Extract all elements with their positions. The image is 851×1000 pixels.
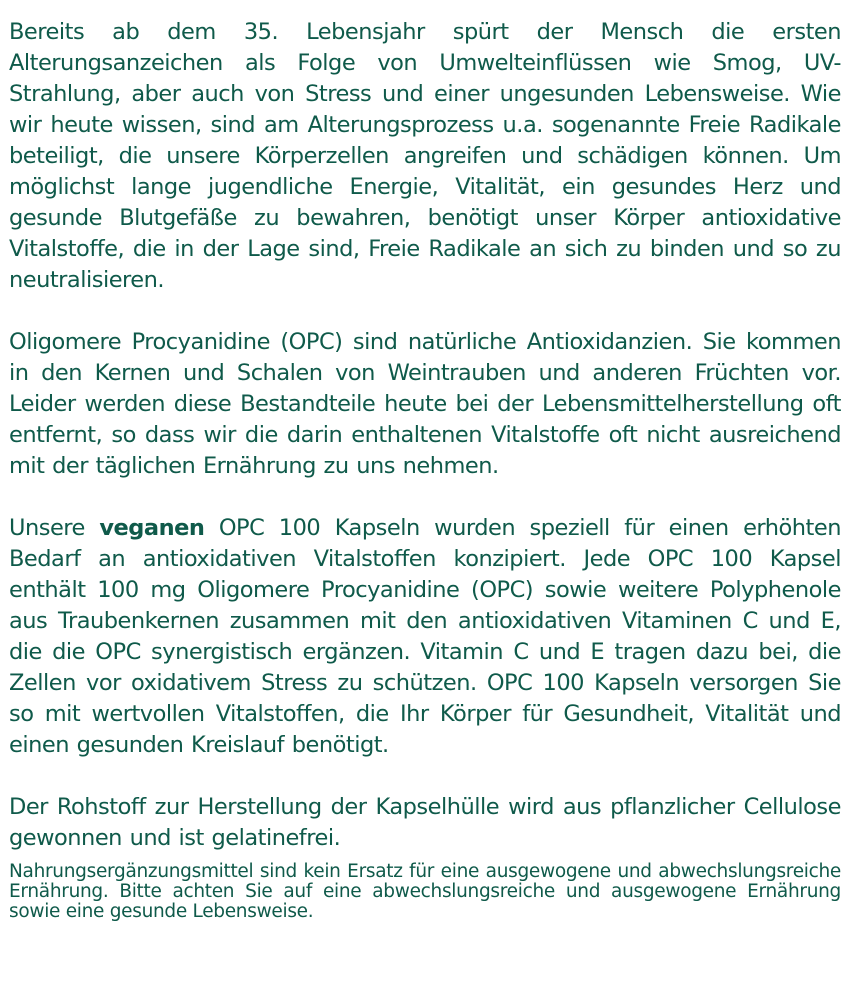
paragraph-capsule-shell: Der Rohstoff zur Herstellung der Kapselhülle wird aus pflanzlicher Cellulose gewonnen und ist gelatinefrei.	[9, 794, 841, 851]
disclaimer-note: Nahrungsergänzungsmittel sind kein Ersatz für eine ausgewogene und abwechslungsreiche Ernährung. Bitte achten Sie auf eine abwechslungsreiche und ausgewogene Ernährung sowie eine gesunde Lebensweise.	[9, 861, 841, 922]
paragraph-capsules	[9, 513, 841, 761]
paragraph-aging: Bereits ab dem 35. Lebensjahr spürt der Mensch die ersten Alterungsanzeichen als Folge von Umwelteinflüssen wie Smog, UV-Strahlung, aber auch von Stress und einer ungesunden Lebensweise. Wie wir heute wissen, sind am Alterungsprozess u.a. sogenannte Freie Radikale beteiligt, die unsere Körperzellen angreifen und schädigen können. Um möglichst lange jugendliche Energie, Vitalität, ein gesundes Herz und gesunde Blutgefäße zu bewahren, benötigt unser Körper antioxidative Vitalstoffe, die in der Lage sind, Freie Radikale an sich zu binden und so zu neutralisieren.	[9, 19, 841, 293]
paragraph-capsules-rest: OPC 100 Kapseln wurden speziell für einen erhöhten Bedarf an antioxidativen Vitalstoffen konzipiert. Jede OPC 100 Kapsel enthält 100 mg Oligomere Procyanidine (OPC) sowie weitere Polyphenole aus Traubenkernen zusammen mit den antioxidativen Vitaminen C und E, die die OPC synergistisch ergänzen. Vitamin C und E tragen dazu bei, die Zellen vor oxidativem Stress zu schützen. OPC 100 Kapseln versorgen Sie so mit wertvollen Vitalstoffen, die Ihr Körper für Gesundheit, Vitalität und einen gesunden Kreislauf benötigt.	[9, 515, 841, 758]
paragraph-opc-intro: Oligomere Procyanidine (OPC) sind natürliche Antioxidanzien. Sie kommen in den Kernen und Schalen von Weintrauben und anderen Früchten vor. Leider werden diese Bestandteile heute bei der Lebensmittelherstellung oft entfernt, so dass wir die darin enthaltenen Vitalstoffe oft nicht ausreichend mit der täglichen Ernährung zu uns nehmen.	[9, 329, 841, 479]
vegan-highlight: veganen	[99, 515, 205, 541]
paragraph-capsules-prefix: Unsere	[9, 515, 100, 541]
product-description	[9, 17, 841, 922]
